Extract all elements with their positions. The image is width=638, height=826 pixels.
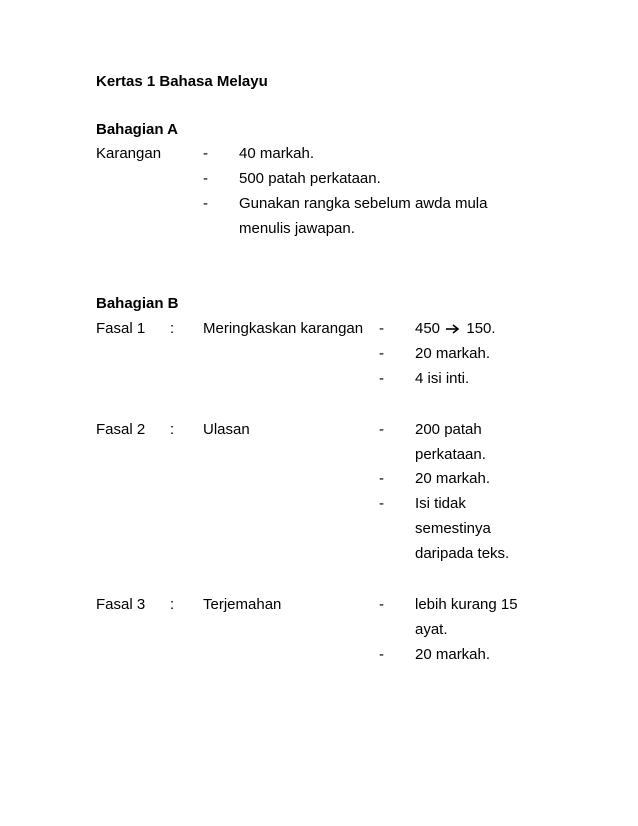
fasal-1-bullet-dash: - — [379, 370, 384, 387]
fasal-1-bullet-text: 4 isi inti. — [415, 370, 470, 387]
fasal-2-topic: Ulasan — [203, 421, 250, 438]
fasal-3-topic: Terjemahan — [203, 596, 282, 613]
section-a-bullet-dash: - — [203, 145, 208, 162]
fasal-3-bullet-text: 20 markah. — [415, 646, 491, 663]
fasal-1-label: Fasal 1 — [96, 320, 146, 337]
fasal-3-bullet-text: ayat. — [415, 621, 448, 638]
section-a-bullet-text: menulis jawapan. — [239, 220, 355, 237]
fasal-1-colon: : — [170, 320, 175, 337]
section-b-heading: Bahagian B — [96, 295, 179, 312]
fasal-1-bullet-text: 20 markah. — [415, 345, 491, 362]
section-a-bullet-dash: - — [203, 170, 208, 187]
section-a-heading: Bahagian A — [96, 121, 178, 138]
fasal-3-label: Fasal 3 — [96, 596, 146, 613]
fasal-1-bullet-dash: - — [379, 345, 384, 362]
fasal-2-colon: : — [170, 421, 175, 438]
fasal-2-bullet-dash: - — [379, 495, 384, 512]
arrow-right-icon — [446, 324, 460, 334]
fasal-3-bullet-text: lebih kurang 15 — [415, 596, 518, 613]
fasal-2-bullet-text: perkataan. — [415, 446, 486, 463]
document-title: Kertas 1 Bahasa Melayu — [96, 73, 268, 90]
fasal-2-bullet-text: semestinya — [415, 520, 491, 537]
section-a-bullet-text: 500 patah perkataan. — [239, 170, 381, 187]
fasal-2-bullet-text: daripada teks. — [415, 545, 510, 562]
section-a-bullet-text: Gunakan rangka sebelum awda mula — [239, 195, 488, 212]
fasal-3-bullet-dash: - — [379, 596, 384, 613]
fasal-1-bullet-dash: - — [379, 320, 384, 337]
section-a-label: Karangan — [96, 145, 162, 162]
fasal-2-bullet-text: Isi tidak — [415, 495, 466, 512]
fasal-2-label: Fasal 2 — [96, 421, 146, 438]
fasal-2-bullet-dash: - — [379, 421, 384, 438]
fasal-1-topic: Meringkaskan karangan — [203, 320, 364, 337]
section-a-bullet-dash: - — [203, 195, 208, 212]
fasal-2-bullet-text: 200 patah — [415, 421, 482, 438]
fasal-3-bullet-dash: - — [379, 646, 384, 663]
fasal-3-colon: : — [170, 596, 175, 613]
section-a-bullet-text: 40 markah. — [239, 145, 315, 162]
fasal-2-bullet-dash: - — [379, 470, 384, 487]
word-count-from: 450 — [415, 320, 441, 337]
fasal-2-bullet-text: 20 markah. — [415, 470, 491, 487]
word-count-to: 150. — [466, 320, 496, 337]
fasal-1-bullet-text — [415, 319, 496, 339]
